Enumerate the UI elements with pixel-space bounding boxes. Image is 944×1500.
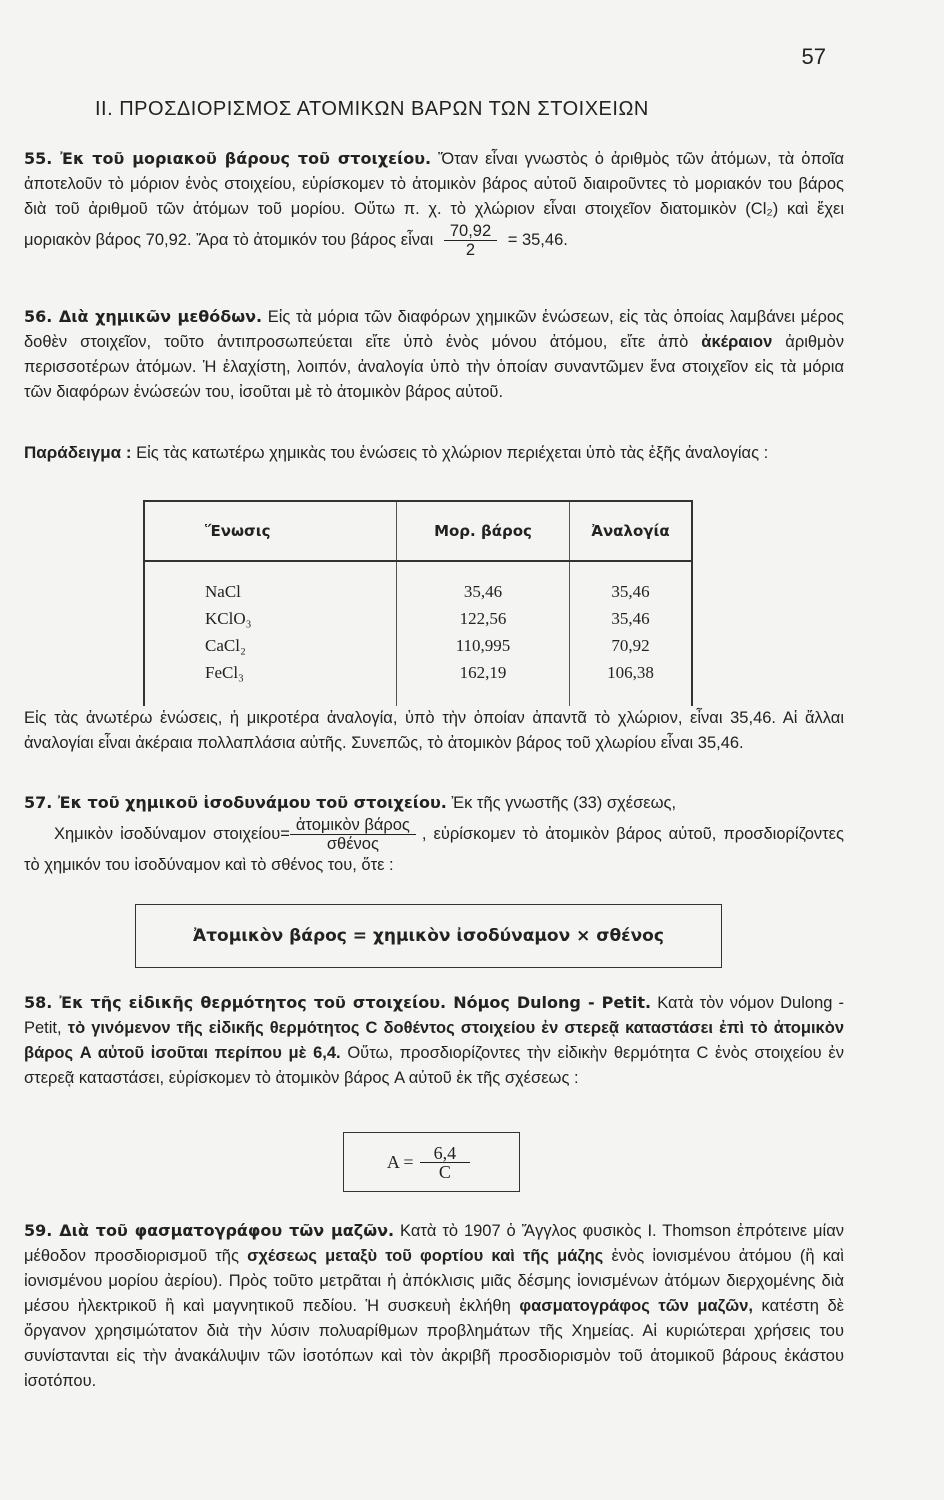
section-55: [24, 146, 844, 259]
cell-compound: NaCl: [144, 578, 397, 605]
section-55-text: Ὅταν εἶναι γνωστὸς ὁ ἀριθμὸς τῶν ἀτόμων, τὰ ὁποῖα ἀποτελοῦν τὸ μόριον ἑνὸς στοιχείου, εὑρίσκομεν τὸ ἀτομικὸν βάρος αὐτοῦ διαιροῦντες τὸ μοριακόν του βάρος διὰ τοῦ ἀριθμοῦ τῶν ἀτόμων τοῦ μορίου. Οὕτω π. χ. τὸ χλώριον εἶναι στοιχεῖον διατομικὸν (Cl₂) καὶ ἔχει μοριακὸν βάρος 70,92. Ἄρα τὸ ἀτομικόν του βάρος εἶναι: [24, 150, 844, 249]
fraction-denominator: C: [438, 1161, 451, 1182]
cell-mw: 35,46: [397, 578, 570, 605]
section-55-heading: 55. Ἐκ τοῦ μοριακοῦ βάρους τοῦ στοιχείου.: [24, 149, 432, 168]
section-59-text-2: ἑνὸς ἰονισμένου ἀτόμου (ἢ καὶ ἰονισμένου μορίου ἀερίου). Πρὸς τοῦτο μετρᾶται ἡ ἀπόκλισις μιᾶς δέσμης ἰονισμένων ἀτόμων διερχομένης διὰ μέσου ἠλεκτρικοῦ ἢ καὶ μαγνητικοῦ πεδίου. Ἡ συσκευὴ ἐκλήθη: [24, 1247, 844, 1315]
page-number: 57: [801, 44, 826, 69]
charge-mass-ratio: σχέσεως μεταξὺ τοῦ φορτίου καὶ τῆς μάζης: [247, 1247, 604, 1265]
cell-ratio: 70,92: [570, 632, 693, 659]
table-row: [144, 659, 692, 686]
dulong-petit-law: τὸ γινόμενον τῆς εἰδικῆς θερμότητος C δοθέντος στοιχείου ἐν στερεᾷ καταστάσει ἐπὶ τὸ ἀτομικὸν βάρος A αὐτοῦ ἰσοῦται περίπου μὲ 6,4.: [24, 1019, 845, 1062]
fraction-numerator: ἀτομικὸν βάρος: [290, 816, 416, 835]
section-58-heading: 58. Ἐκ τῆς εἰδικῆς θερμότητος τοῦ στοιχείου. Νόμος Dulong - Petit.: [24, 993, 652, 1012]
section-56-bold: ἀκέραιον: [701, 333, 773, 351]
table-row: [144, 605, 692, 632]
fraction-denominator: σθένος: [326, 835, 379, 853]
chapter-title: II. ΠΡΟΣΔΙΟΡΙΣΜΟΣ ΑΤΟΜΙΚΩΝ ΒΑΡΩΝ ΤΩΝ ΣΤΟΙΧΕΙΩΝ: [95, 98, 649, 120]
section-57-text: Ἐκ τῆς γνωστῆς (33) σχέσεως,: [451, 794, 677, 812]
section-56-text: Εἰς τὰ μόρια τῶν διαφόρων χημικῶν ἑνώσεων, εἰς τὰς ὁποίας λαμβάνει μέρος δοθὲν στοιχεῖον, τοῦτο ἀντιπροσωπεύεται εἴτε ὑπὸ ἑνὸς μόνου ἀτόμου, εἴτε ἀπὸ: [24, 308, 844, 351]
fraction-numerator: 70,92: [444, 222, 497, 241]
after-table-text: Εἰς τὰς ἀνωτέρω ἑνώσεις, ἡ μικροτέρα ἀναλογία, ὑπὸ τὴν ὁποίαν ἀπαντᾶ τὸ χλώριον, εἶναι 35,46. Αἱ ἄλλαι ἀναλογίαι εἶναι ἀκέραια πολλαπλάσια αὐτῆς. Συνεπῶς, τὸ ἀτομικὸν βάρος τοῦ χλωρίου εἶναι 35,46.: [24, 709, 844, 752]
cell-ratio: 106,38: [570, 659, 693, 686]
formula-left: A =: [386, 1151, 414, 1172]
section-55-fraction: [444, 222, 497, 259]
section-59-heading: 59. Διὰ τοῦ φασματογράφου τῶν μαζῶν.: [24, 1221, 395, 1240]
atomic-weight-formula: Ἀτομικὸν βάρος = χημικὸν ἰσοδύναμον × σθένος: [193, 926, 664, 946]
section-58: [24, 990, 844, 1091]
after-table-paragraph: [24, 706, 844, 756]
section-59-text: Κατὰ τὸ 1907 ὁ Ἄγγλος φυσικὸς I. Thomson ἐπρότεινε μίαν μέθοδον προσδιορισμοῦ τῆς: [24, 1222, 844, 1265]
cell-ratio: 35,46: [570, 578, 693, 605]
atomic-weight-formula-box: [135, 904, 722, 968]
example-label: Παράδειγμα :: [24, 443, 132, 462]
section-56: [24, 304, 844, 405]
mass-spectrograph-term: φασματογράφος τῶν μαζῶν,: [519, 1297, 753, 1315]
chlorine-table: [143, 500, 693, 706]
equivalent-equation-left: Χημικὸν ἰσοδύναμον στοιχείου=: [54, 824, 290, 843]
section-59-text-3: κατέστη δὲ ὄργανον χρησιμώτατον διὰ τὴν λύσιν πολυαρίθμων προβλημάτων τῆς Χημείας. Αἱ κυριώτεραι χρήσεις του συνίστανται εἰς τὴν ἀνακάλυψιν τῶν ἰσοτόπων καὶ τὸν ἀκριβῆ προσδιορισμὸν τοῦ ἀτομικοῦ βάρους ἑκάστου ἰσοτόπου.: [24, 1297, 844, 1390]
header-ratio: Ἀναλογία: [570, 501, 693, 561]
section-55-result: = 35,46.: [507, 230, 568, 249]
section-57-fraction: [290, 816, 416, 853]
table-row: [144, 632, 692, 659]
cell-compound: KClO₃: [144, 605, 397, 632]
fraction-denominator: 2: [465, 241, 476, 259]
example-paragraph: [24, 440, 844, 466]
section-57-text-2: , εὑρίσκομεν τὸ ἀτομικὸν βάρος αὐτοῦ, προσδιορίζοντες τὸ χημικόν του ἰσοδύναμον καὶ τὸ σθένος του, ὅτε :: [24, 824, 844, 874]
dulong-petit-fraction: [420, 1144, 471, 1181]
section-59: [24, 1218, 844, 1394]
cell-mw: 162,19: [397, 659, 570, 686]
section-56-heading: 56. Διὰ χημικῶν μεθόδων.: [24, 307, 263, 326]
header-molecular-weight: Μορ. βάρος: [397, 501, 570, 561]
header-compound: Ἕνωσις: [144, 501, 397, 561]
cell-mw: 110,995: [397, 632, 570, 659]
table-row: [144, 578, 692, 605]
example-text: Εἰς τὰς κατωτέρω χημικὰς του ἑνώσεις τὸ χλώριον περιέχεται ὑπὸ τὰς ἑξῆς ἀναλογίας :: [136, 444, 769, 462]
cell-ratio: 35,46: [570, 605, 693, 632]
cell-compound: CaCl₂: [144, 632, 397, 659]
section-58-text-2: Οὕτω, προσδιορίζοντες τὴν εἰδικὴν θερμότητα C ἑνὸς στοιχείου ἐν στερεᾷ καταστάσει, εὑρίσκομεν τὸ ἀτομικὸν βάρος A αὐτοῦ ἐκ τῆς σχέσεως :: [24, 1044, 844, 1087]
section-57-heading: 57. Ἐκ τοῦ χημικοῦ ἰσοδυνάμου τοῦ στοιχείου.: [24, 793, 447, 812]
cell-mw: 122,56: [397, 605, 570, 632]
fraction-numerator: 6,4: [420, 1144, 471, 1163]
section-58-text: Κατὰ τὸν νόμον Dulong - Petit,: [24, 994, 844, 1037]
section-57: [24, 790, 844, 878]
section-56-text-2: ἀριθμὸν περισσοτέρων ἀτόμων. Ἡ ἐλαχίστη, λοιπόν, ἀναλογία ὑπὸ τὴν ὁποίαν συναντῶμεν ἕνα στοιχεῖον εἰς τὰ μόρια τῶν διαφόρων ἑνώσεών του, ἰσοῦται μὲ τὸ ἀτομικὸν βάρος αὐτοῦ.: [24, 333, 844, 401]
dulong-petit-formula-box: [343, 1132, 520, 1192]
cell-compound: FeCl₃: [144, 659, 397, 686]
